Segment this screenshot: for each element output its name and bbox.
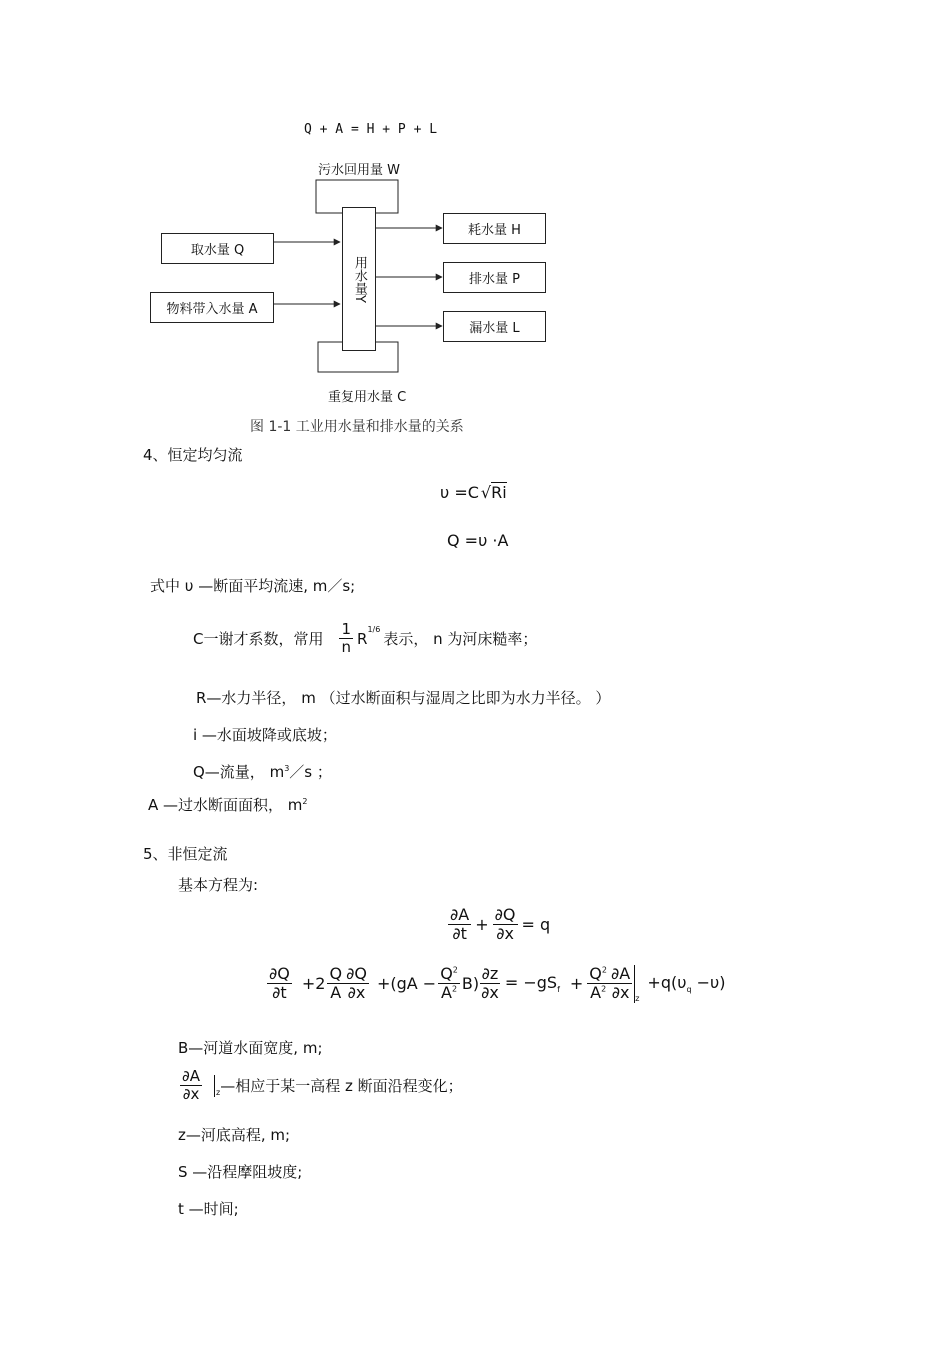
def-chezy-post: 表示， n 为河床糙率；: [383, 630, 538, 649]
intake-box: 取水量 Q: [161, 233, 274, 264]
material-box: 物料带入水量 A: [150, 292, 274, 323]
frac-num: 1: [341, 620, 352, 638]
dadx-sub: z: [216, 1087, 221, 1097]
def-discharge: [193, 761, 332, 782]
dA-dx: $\frac{\partial A}{\partial x}$: [609, 965, 635, 1003]
dadx-text: —相应于某一高程 z 断面沿程变化；: [220, 1077, 463, 1096]
recycle-label: 污水回用量 W: [318, 163, 400, 178]
discharge-box: 排水量 P: [443, 262, 546, 293]
def-velocity: 式中 υ —断面平均流速, m／s;: [150, 577, 356, 595]
frac-den: n: [341, 638, 352, 657]
use-box: [342, 207, 376, 351]
def-radius: R—水力半径， m （过水断面积与湿周之比即为水力半径。 ）: [196, 689, 611, 707]
dQ-dx-2: $\frac{\partial Q}{\partial x}$: [346, 964, 367, 1003]
diagram-arrows: [0, 0, 950, 420]
section5-intro: 基本方程为:: [178, 876, 259, 894]
repeat-label: 重复用水量 C: [328, 390, 407, 405]
dadx-num: ∂A: [182, 1067, 201, 1085]
sqrt-symbol: √: [480, 482, 492, 502]
section4-heading: 4、恒定均匀流: [143, 446, 243, 464]
continuity-equation: $\frac{\partial A}{\partial t}$ + $\frac{\partial Q}{\partial x}$ = q: [450, 905, 551, 944]
dQ-dt: $\frac{\partial Q}{\partial t}$: [269, 964, 290, 1003]
def-chezy-r: R: [357, 629, 368, 648]
def-area: [148, 794, 308, 815]
eq1-left: υ =C: [440, 482, 479, 502]
Q2-A2: $\frac{Q^2}{A^2}$: [440, 964, 458, 1003]
use-box-label: 用水量Y: [351, 255, 367, 303]
leak-box: 漏水量 L: [443, 311, 546, 342]
section5-heading: 5、非恒定流: [143, 845, 228, 863]
def-a-exp: 2: [302, 797, 308, 806]
def-a-pre: A —过水断面面积， m: [148, 796, 303, 814]
momentum-equation: $\frac{\partial Q}{\partial t}$ +2 $\frac{Q}{A}$ $\frac{\partial Q}{\partial x}$ +(gA − $\frac{Q^2}{A^2}$ B) $\frac{\partial z}{\partial x}$ = $-gS_f$ + $\frac{Q^2}{A^2}$ $\frac{\partial A}{\partial x}$ $_z$ $+q(\upsilon_q -\upsilon)$: [269, 964, 726, 1003]
def-chezy: [193, 621, 537, 657]
dQ-dx: $\frac{\partial Q}{\partial x}$: [494, 905, 516, 944]
def-chezy-exp: 1/6: [367, 625, 381, 634]
dadx-den: ∂x: [182, 1085, 200, 1104]
Q2-A2-b: $\frac{Q^2}{A^2}$: [589, 964, 607, 1003]
eq1-root: Ri: [491, 483, 507, 502]
consume-box: 耗水量 H: [443, 213, 546, 244]
def-area-change: [180, 1068, 463, 1104]
def-bed-elevation: z—河底高程, m;: [178, 1126, 291, 1144]
def-friction: S —沿程摩阻坡度;: [178, 1163, 303, 1181]
dz-dx: $\frac{\partial z}{\partial x}$: [481, 964, 499, 1003]
figure-caption: 图 1-1 工业用水量和排水量的关系: [250, 419, 464, 435]
equation-flow: Q =υ ·A: [447, 531, 509, 550]
def-chezy-pre: C一谢才系数，常用: [193, 630, 324, 649]
dA-dt: $\frac{\partial A}{\partial t}$: [450, 905, 470, 944]
def-slope: i —水面坡降或底坡；: [193, 726, 337, 744]
def-time: t —时间;: [178, 1200, 239, 1218]
dA-dx-def: [180, 1068, 202, 1104]
def-q-post: ／s ；: [289, 763, 332, 781]
def-width: B—河道水面宽度, m;: [178, 1039, 323, 1057]
def-q-pre: Q—流量， m: [193, 763, 285, 781]
Q-over-A: $\frac{Q}{A}$: [329, 964, 343, 1003]
def-q-exp: 3: [284, 764, 290, 773]
fraction-1-n: [339, 621, 353, 657]
equation-velocity: [440, 482, 507, 502]
diagram-equation: Q + A = H + P + L: [304, 122, 438, 137]
